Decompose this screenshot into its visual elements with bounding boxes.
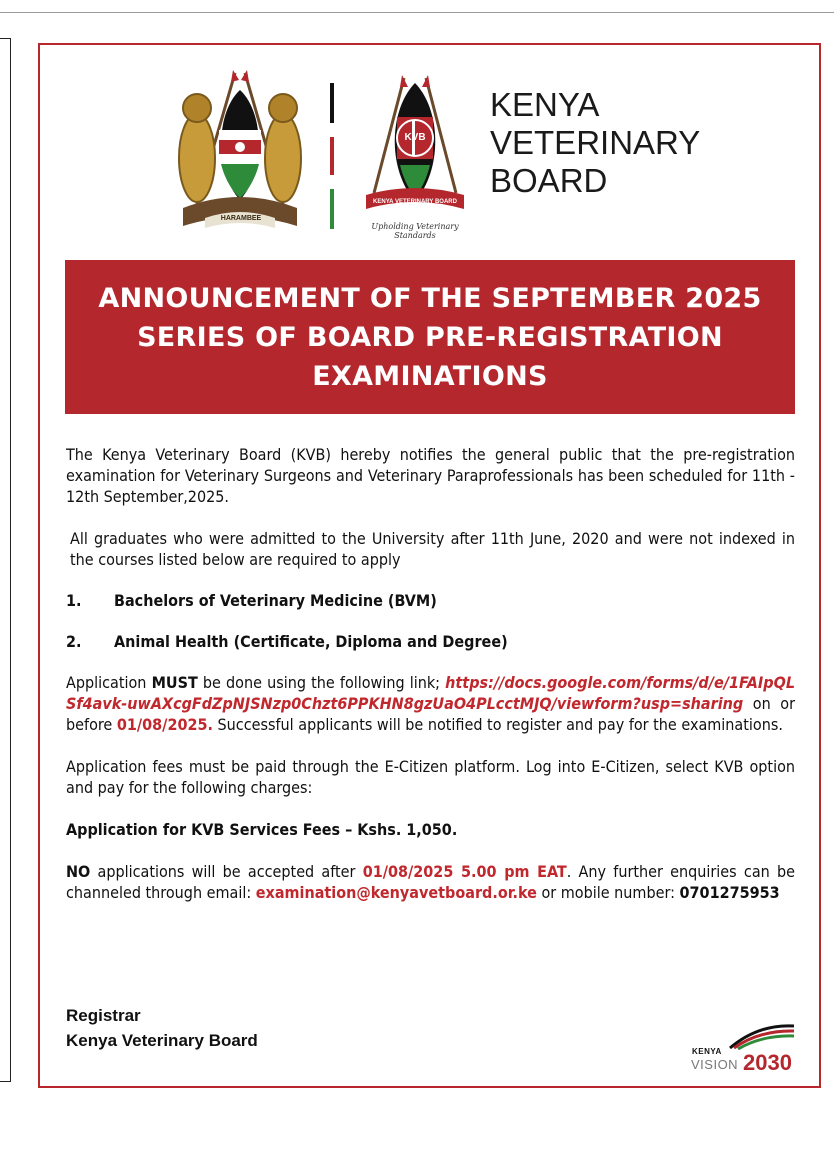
kvb-logo-tagline: Upholding Veterinary Standards	[371, 222, 459, 240]
announcement-body	[66, 444, 795, 903]
closing-mobile-pre: or mobile number:	[536, 883, 680, 902]
fees-paragraph: Application fees must be paid through the E-Citizen platform. Log into E-Citizen, select KVB option and pay for the following charges:	[66, 757, 795, 797]
application-paragraph	[66, 672, 795, 735]
vision-kenya-text: KENYA	[692, 1047, 722, 1056]
vision-2030-swoosh-icon	[728, 1022, 798, 1050]
title-line1: ANNOUNCEMENT OF THE SEPTEMBER 2025	[98, 282, 762, 314]
signature-block	[66, 1003, 258, 1053]
eligibility-paragraph: All graduates who were admitted to the University after 11th June, 2020 and were not indexed in the courses listed below are required to apply	[70, 529, 795, 569]
coat-of-arms-motto: HARAMBEE	[220, 215, 262, 222]
top-rule	[0, 12, 834, 13]
app-post: Successful applicants will be notified to register and pay for the examinations.	[212, 715, 783, 734]
course-label: Animal Health (Certificate, Diploma and Degree)	[114, 632, 508, 651]
kvb-logo-initials: KVB	[404, 132, 426, 143]
kvb-logo-ribbon: KENYA VETERINARY BOARD	[373, 199, 457, 205]
app-on-before: on or before	[66, 694, 795, 734]
list-item	[66, 590, 795, 611]
signature-org: Kenya Veterinary Board	[66, 1031, 258, 1050]
flag-divider	[330, 83, 334, 233]
contact-mobile: 0701275953	[679, 883, 780, 902]
closing-paragraph	[66, 861, 795, 903]
title-line3: EXAMINATIONS	[312, 360, 548, 392]
org-name	[490, 86, 700, 200]
closing-pre: applications will be accepted after	[90, 862, 363, 881]
application-form-link[interactable]: https://docs.google.com/forms/d/e/1FAIpQLSf4avk-uwAXcgFdZpNJSNzp0Chzt6PPKHN8gzUaO4PLcctMJQ/viewform?usp=sharing	[66, 673, 795, 713]
intro-paragraph: The Kenya Veterinary Board (KVB) hereby notifies the general public that the pre-registration examination for Veterinary Surgeons and Veterinary Paraprofessionals has been scheduled for 11th - 12th September,2025.	[66, 445, 795, 506]
announcement-title	[80, 279, 780, 396]
header	[175, 68, 735, 238]
list-item	[66, 631, 795, 652]
adjacent-column-edge	[0, 38, 11, 1082]
kenya-vision-2030-logo	[688, 1022, 798, 1078]
list-number: 2.	[66, 632, 82, 651]
closing-deadline: 01/08/2025 5.00 pm EAT	[362, 862, 567, 881]
list-number: 1.	[66, 591, 82, 610]
vision-year: 2030	[743, 1050, 792, 1075]
app-pre: Application	[66, 673, 152, 692]
closing-no: NO	[66, 862, 91, 881]
fee-line: Application for KVB Services Fees – Kshs. 1,050.	[66, 820, 458, 839]
signature-title: Registrar	[66, 1006, 141, 1025]
app-mid: be done using the following link;	[197, 673, 446, 692]
closing-mid: . Any further enquiries can be channeled through email:	[66, 862, 795, 902]
title-line2: SERIES OF BOARD PRE-REGISTRATION	[137, 321, 723, 353]
app-deadline: 01/08/2025.	[116, 715, 213, 734]
kenya-coat-of-arms-icon	[175, 68, 305, 233]
org-name-line1: KENYA	[490, 86, 600, 123]
app-must: MUST	[151, 673, 198, 692]
org-name-line2: VETERINARY	[490, 124, 701, 161]
org-name-line3: BOARD	[490, 162, 608, 199]
course-label: Bachelors of Veterinary Medicine (BVM)	[114, 591, 437, 610]
vision-text: VISION	[691, 1057, 739, 1072]
contact-email-link[interactable]: examination@kenyavetboard.or.ke	[255, 883, 537, 902]
title-banner	[65, 260, 795, 414]
